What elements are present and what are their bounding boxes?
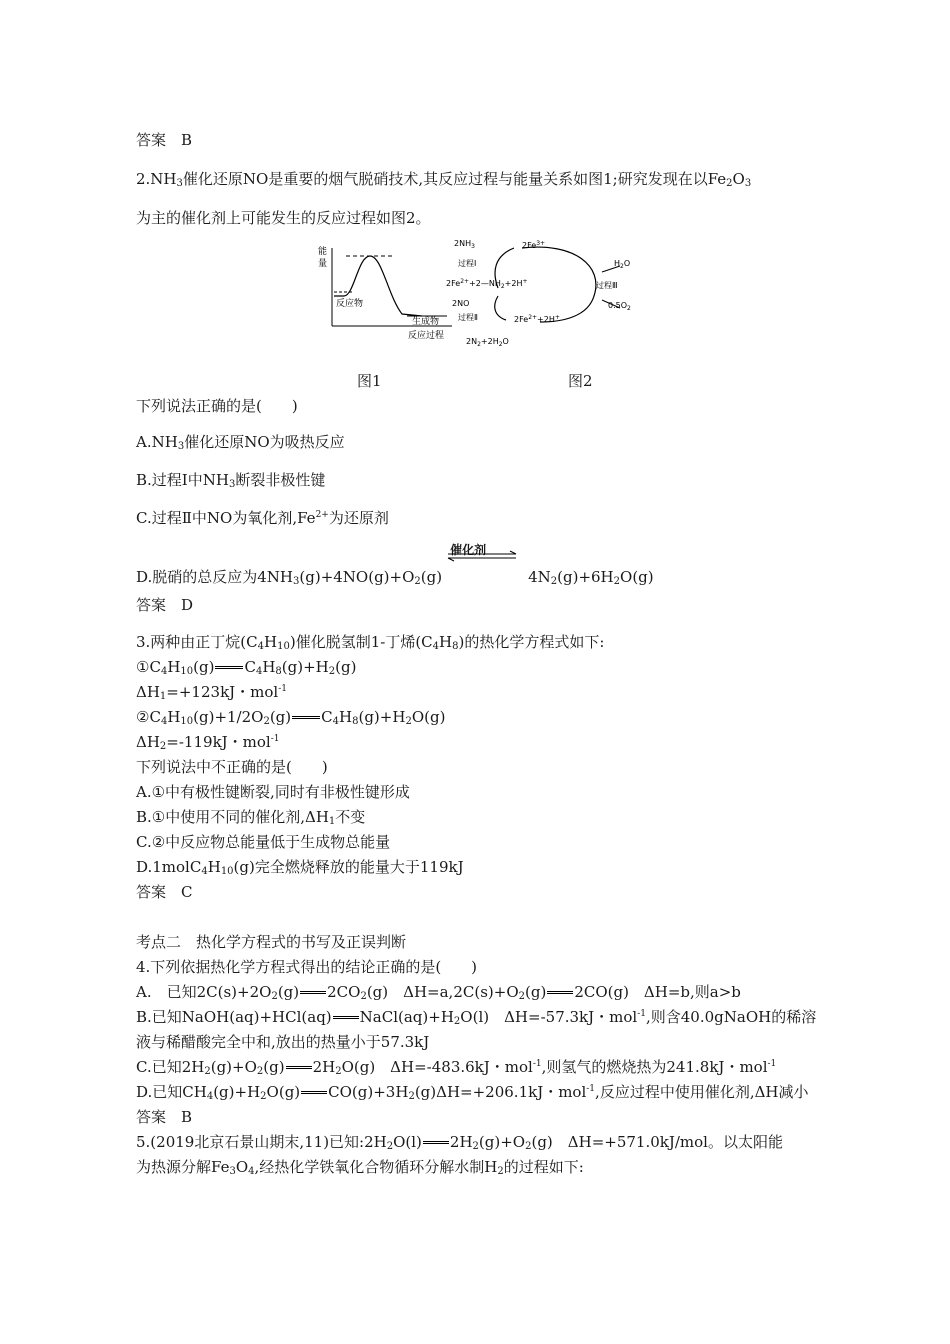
question-4-option-d: D.已知$CH_4(g)+H_2O(g)$ $CO(g)+3H_2(g)\Delta H=+206.1kJ$・mol$^{-1}$,反应过程中使用催化剂,ΔH减小 xyxy=(136,1083,809,1102)
n2-h2o-label: $2N_2+2H_2O$ xyxy=(466,337,509,348)
question-2-line-2: 为主的催化剂上可能发生的反应过程如图2。 xyxy=(136,209,431,227)
process-1-label: 过程Ⅰ xyxy=(458,259,477,268)
figure-1-caption: 图1 xyxy=(357,372,382,390)
x-label: 反应过程 xyxy=(408,331,445,341)
process-2-label: 过程Ⅱ xyxy=(458,313,478,322)
question-2-option-a: $A.NH_3$催化还原NO为吸热反应 xyxy=(136,433,345,452)
fe3-label: $2Fe^{3+}$ xyxy=(522,240,546,250)
question-5-line-2: 为热源分解$Fe_3O_4$,经热化学铁氧化合物循环分解水制$H_2$的过程如下: xyxy=(136,1158,584,1177)
o2-label: $0.5O_2$ xyxy=(608,301,631,312)
answer-2: 答案 D xyxy=(136,596,194,614)
product-fe2-label: $2Fe^{2+}+2H^+$ xyxy=(514,314,560,324)
section-heading: 考点二 热化学方程式的书写及正误判断 xyxy=(136,933,407,951)
question-3-stem: 3.两种由正丁烷$(C_4H_{10})$催化脱氢制1-丁烯$(C_4H_8)$的热化学方程式如下: xyxy=(136,633,605,652)
question-3-option-b: B.①中使用不同的催化剂$,\Delta H_1$不变 xyxy=(136,808,366,827)
h2o-label: $H_2O$ xyxy=(614,259,631,270)
equation-2: $②C_4H_{10}(g)+1/2O_2(g)$ $C_4H_8(g)+H_2O(g)$ xyxy=(136,708,446,727)
question-2-line-1: $2.NH_3$催化还原NO是重要的烟气脱硝技术,其反应过程与能量关系如图1;研究发现在以$Fe_2O_3$ xyxy=(136,170,752,189)
process-3-label: 过程Ⅲ xyxy=(596,281,618,290)
y-label-1: 能 xyxy=(318,247,328,257)
nh3-label: $2NH_3$ xyxy=(454,239,475,250)
question-2-option-d: D.脱硝的总反应为$4NH_3(g)+4NO(g)+O_2(g)$ 催化剂 $4N_2(g)+6H_2O(g)$ xyxy=(136,543,654,587)
equation-1: $①C_4H_{10}(g)$ $C_4H_8(g)+H_2(g)$ xyxy=(136,658,357,677)
question-4-option-c: C.已知$2H_2(g)+O_2(g)$ $2H_2O(g)$ ΔH=-483.6kJ・mol$^{-1}$,则氢气的燃烧热为241.8kJ・mol$^{-1}$ xyxy=(136,1058,777,1077)
question-2-option-b: B.过程Ⅰ中$NH_3$断裂非极性键 xyxy=(136,471,326,490)
answer-4: 答案 B xyxy=(136,1108,193,1126)
question-2-prompt: 下列说法正确的是( ) xyxy=(136,397,298,415)
question-5-line-1: 5.(2019北京石景山期末,11)已知$:2H_2O(l)$ $2H_2(g)+O_2(g)$ ΔH=+571.0kJ/mol。以太阳能 xyxy=(136,1133,783,1152)
question-3-prompt: 下列说法中不正确的是( ) xyxy=(136,758,328,776)
no-label: 2NO xyxy=(452,299,470,308)
question-4-stem: 4.下列依据热化学方程式得出的结论正确的是( ) xyxy=(136,958,478,976)
question-2-option-c: C.过程Ⅱ中NO为氧化剂$,Fe^{2+}$为还原剂 xyxy=(136,509,389,527)
question-4-option-a: A. 已知$2C(s)+2O_2(g)$ $2CO_2(g)$ $\Delta H=a,2C(s)+O_2(g)$ 2CO(g) ΔH=b,则a>b xyxy=(136,983,741,1002)
question-4-option-b-cont: 液与稀醋酸完全中和,放出的热量小于57.3kJ xyxy=(136,1033,430,1051)
answer-3: 答案 C xyxy=(136,883,193,901)
question-3-option-c: C.②中反应物总能量低于生成物总能量 xyxy=(136,833,391,851)
enthalpy-1: $\Delta H_1=+123kJ$・mol$^{-1}$ xyxy=(136,683,287,702)
question-4-option-b: B.已知NaOH(aq)+HCl(aq) $NaCl(aq)+H_2O(l)$ ΔH=-57.3kJ・mol$^{-1}$,则含40.0gNaOH的稀溶 xyxy=(136,1008,817,1027)
cycle-arc xyxy=(522,247,596,322)
reactant-label: 反应物 xyxy=(336,299,364,309)
answer-1: 答案 B xyxy=(136,131,193,149)
figure-1-energy-diagram xyxy=(312,236,462,348)
product-label: 生成物 xyxy=(412,317,440,327)
catalyst-arrow: 催化剂 xyxy=(446,562,524,582)
enthalpy-2: $\Delta H_2=-119kJ$・mol$^{-1}$ xyxy=(136,733,280,752)
figure-2-cycle-diagram xyxy=(444,236,644,348)
y-label-2: 量 xyxy=(318,259,328,269)
figure-2-caption: 图2 xyxy=(568,372,593,390)
intermediate-label: $2Fe^{2+}+2—NH_2+2H^+$ xyxy=(446,278,528,290)
question-3-option-a: A.①中有极性键断裂,同时有非极性键形成 xyxy=(136,783,410,801)
question-3-option-d: $D.1molC_4H_{10}(g)$完全燃烧释放的能量大于119kJ xyxy=(136,858,464,877)
